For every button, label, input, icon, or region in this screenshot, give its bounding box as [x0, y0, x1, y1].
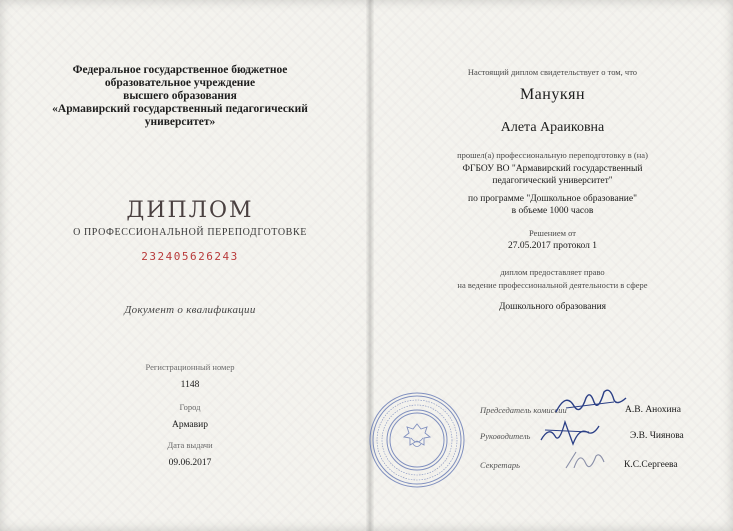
diploma-subtitle: О ПРОФЕССИОНАЛЬНОЙ ПЕРЕПОДГОТОВКЕ: [73, 227, 307, 238]
institution-line: университет»: [144, 116, 216, 128]
program-hours: в объеме 1000 часов: [511, 206, 594, 216]
signature-title-secretary: Секретарь: [480, 460, 520, 470]
organization-line: педагогический университет": [492, 176, 613, 186]
rights-text: диплом предоставляет право: [500, 267, 605, 277]
issue-date-value: 09.06.2017: [168, 458, 212, 468]
program-line: по программе "Дошкольное образование": [468, 194, 637, 204]
signature-secretary-icon: [560, 446, 610, 476]
city-value: Армавир: [172, 420, 208, 430]
institution-line: «Армавирский государственный педагогический: [52, 103, 308, 115]
qualification-document-label: Документ о квалификации: [124, 304, 256, 316]
signature-title-director: Руководитель: [480, 431, 531, 441]
institution-line: образовательное учреждение: [104, 77, 256, 89]
holder-given-names: Алета Араиковна: [500, 120, 605, 135]
issue-date-label: Дата выдачи: [167, 440, 213, 450]
registration-number-value: 1148: [180, 380, 200, 390]
signature-title-chairman: Председатель комиссии: [480, 405, 567, 415]
institution-line: высшего образования: [123, 90, 237, 102]
institution-name: [30, 64, 330, 129]
signature-name-secretary: К.С.Сергеева: [624, 460, 678, 470]
diploma-title: ДИПЛОМ: [126, 198, 254, 223]
decision-label: Решением от: [529, 228, 576, 238]
official-seal-icon: [367, 390, 467, 490]
signature-director-icon: [535, 414, 605, 450]
rights-text: на ведение профессиональной деятельности в сфере: [457, 280, 648, 290]
institution-line: Федеральное государственное бюджетное: [72, 64, 288, 76]
signature-name-director: Э.В. Чиянова: [630, 431, 684, 441]
city-label: Город: [179, 402, 201, 412]
professional-sphere: Дошкольного образования: [498, 302, 607, 312]
holder-surname: Манукян: [519, 86, 586, 103]
decision-value: 27.05.2017 протокол 1: [508, 241, 597, 251]
signature-name-chairman: А.В. Анохина: [625, 405, 681, 415]
passed-training-text: прошел(а) профессиональную переподготовку в (на): [457, 150, 648, 160]
serial-number: 232405626243: [141, 250, 239, 263]
organization-line: ФГБОУ ВО "Армавирский государственный: [462, 164, 643, 174]
registration-number-label: Регистрационный номер: [145, 362, 235, 372]
certification-intro: Настоящий диплом свидетельствует о том, что: [467, 67, 638, 77]
